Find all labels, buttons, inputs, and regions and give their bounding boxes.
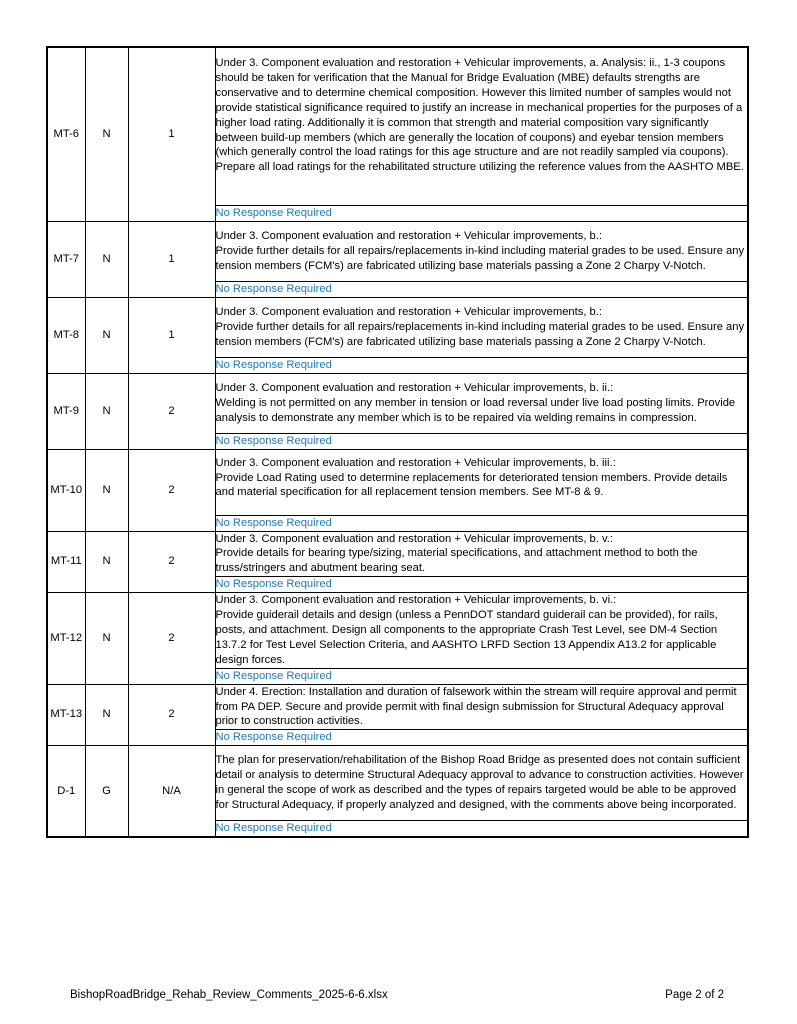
comment-category: 1 [128,221,215,297]
comment-type: G [85,746,128,837]
comment-row-mt-11 [47,531,748,577]
comment-id: MT-8 [47,297,85,373]
comment-row-mt-12 [47,593,748,669]
comment-id: MT-10 [47,449,85,531]
comment-text: The plan for preservation/rehabilitation of the Bishop Road Bridge as presented does not contain sufficient detail or analysis to determine Structural Adequacy approval to advance to construction activities. However in general the scope of work as described and the types of repairs targeted would be able to be approved for Structural Adequacy, if properly analyzed and designed, with the comments above being incorporated. [215,746,748,821]
comment-text: Under 3. Component evaluation and restoration + Vehicular improvements, b.: Provide further details for all repairs/replacements in-kind including material grades to be used. Ensure any tension members (FCM's) are fabricated utilizing base materials passing a Zone 2 Charpy V-Notch. [215,297,748,357]
comment-text: Under 3. Component evaluation and restoration + Vehicular improvements, b. v.: Provide details for bearing type/sizing, material specifications, and attachment method to both the truss/stringers and abutment bearing seat. [215,531,748,577]
response-text: No Response Required [215,730,748,746]
comment-category: N/A [128,746,215,837]
comment-category: 2 [128,373,215,449]
comment-row-mt-8 [47,297,748,357]
comment-text: Under 3. Component evaluation and restoration + Vehicular improvements, b. vi.: Provide guiderail details and design (unless a PennDOT standard guiderail can be provided), for rails, posts, and attachment. Design all components to the appropriate Crash Test Level, see DM-4 Section 13.7.2 for Test Level Selection Criteria, and AASHTO LRFD Section 13 Appendix A13.2 for applicable design forces. [215,593,748,669]
comment-text: Under 3. Component evaluation and restoration + Vehicular improvements, b.: Provide further details for all repairs/replacements in-kind including material grades to be used. Ensure any tension members (FCM's) are fabricated utilizing base materials passing a Zone 2 Charpy V-Notch. [215,221,748,281]
comment-category: 2 [128,593,215,684]
response-text: No Response Required [215,206,748,222]
comment-type: N [85,531,128,593]
response-text: No Response Required [215,577,748,593]
comment-type: N [85,684,128,746]
comment-category: 2 [128,449,215,531]
review-comments-table [46,46,749,838]
response-text: No Response Required [215,821,748,837]
response-text: No Response Required [215,668,748,684]
comment-type: N [85,297,128,373]
comment-category: 2 [128,684,215,746]
comment-category: 2 [128,531,215,593]
comment-text: Under 3. Component evaluation and restoration + Vehicular improvements, a. Analysis: ii., 1-3 coupons should be taken for verification that the Manual for Bridge Evaluation (MBE) defaults strengths are conservative and to determine chemical composition. However this limited number of samples would not provide statistical significance required to justify an increase in mechanical properties for the purposes of a higher load rating. Additionally it is common that strength and material composition vary significantly between build-up members (which are generally the location of coupons) and eyebar tension members (which generally control the load ratings for this age structure and are not readily sampled via coupons). Prepare all load ratings for the rehabilitated structure utilizing the reference values from the AASHTO MBE. [215,47,748,206]
comment-category: 1 [128,47,215,221]
response-text: No Response Required [215,357,748,373]
response-text: No Response Required [215,433,748,449]
comment-id: MT-11 [47,531,85,593]
comment-type: N [85,449,128,531]
footer-filename: BishopRoadBridge_Rehab_Review_Comments_2025-6-6.xlsx [70,989,388,1001]
response-text: No Response Required [215,515,748,531]
comment-id: MT-13 [47,684,85,746]
comment-text: Under 3. Component evaluation and restoration + Vehicular improvements, b. ii.: Welding is not permitted on any member in tension or load reversal under live load posting limits. Provide analysis to demonstrate any member which is to be repaired via welding remains in compression. [215,373,748,433]
comment-row-d-1 [47,746,748,821]
comment-id: MT-12 [47,593,85,684]
comment-id: MT-6 [47,47,85,221]
comment-row-mt-7 [47,221,748,281]
comments-table-wrapper [46,46,747,838]
comment-text: Under 3. Component evaluation and restoration + Vehicular improvements, b. iii.: Provide Load Rating used to determine replacements for deteriorated tension members. Provide details and material specification for all replacement tension members. See MT-8 & 9. [215,449,748,515]
comment-row-mt-13 [47,684,748,730]
comment-type: N [85,593,128,684]
comment-row-mt-6 [47,47,748,206]
comment-id: D-1 [47,746,85,837]
comment-row-mt-9 [47,373,748,433]
comment-id: MT-9 [47,373,85,449]
comment-type: N [85,373,128,449]
comment-type: N [85,47,128,221]
response-text: No Response Required [215,281,748,297]
comment-text: Under 4. Erection: Installation and duration of falsework within the stream will require approval and permit from PA DEP. Secure and provide permit with final design submission for Structural Adequacy approval prior to construction activities. [215,684,748,730]
comment-type: N [85,221,128,297]
comment-id: MT-7 [47,221,85,297]
comment-category: 1 [128,297,215,373]
comment-row-mt-10 [47,449,748,515]
footer-page-number: Page 2 of 2 [665,989,724,1001]
